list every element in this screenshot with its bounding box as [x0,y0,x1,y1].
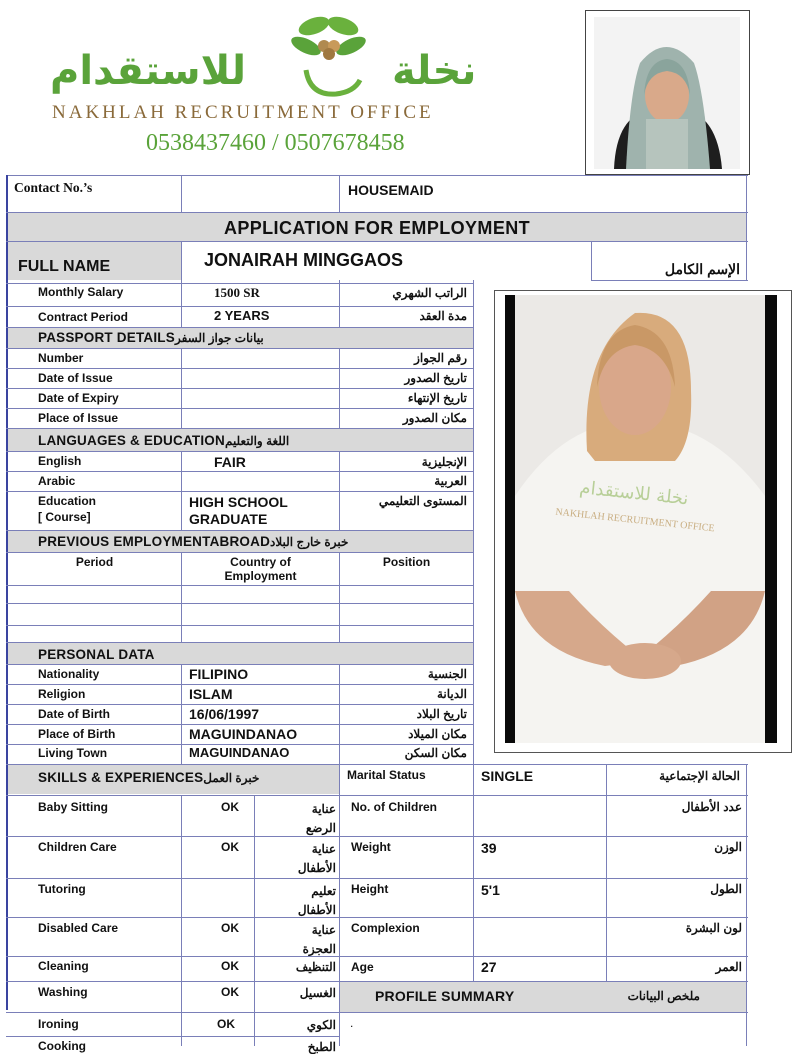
washing-arabic: الغسيل [299,986,336,1000]
col-country-line2: Employment [224,569,297,583]
pob-value: MAGUINDANAO [189,726,298,742]
shirt-logo-ar: نخلة للاستقدام [578,477,690,510]
baby-sitting-ar2: الرضع [305,821,336,835]
baby-sitting-ar1: عناية [311,802,336,816]
tutoring-ar1: تعليم [311,884,336,898]
english-label: English [38,454,82,468]
contract-arabic: مدة العقد [419,309,467,323]
tutoring-label: Tutoring [38,882,86,896]
salary-label: Monthly Salary [38,285,124,299]
languages-title-ar: اللغة والتعليم [224,434,290,448]
living-town-value: MAGUINDANAO [189,745,290,760]
children-care-label: Children Care [38,840,117,854]
weight-value: 39 [481,840,497,856]
applicant-photo [495,291,791,752]
full-name-arabic: الإسم الكامل [664,261,740,277]
marital-arabic: الحالة الإجتماعية [659,769,740,783]
dob-arabic: تاريخ البلاد [416,707,467,721]
religion-label: Religion [38,687,86,701]
weight-arabic: الوزن [714,840,742,854]
nationality-value: FILIPINO [189,666,249,682]
ironing-value: OK [217,1017,235,1031]
profile-summary-text: . [350,1016,354,1030]
age-value: 27 [481,959,497,975]
previous-title-en: PREVIOUS EMPLOYMENTABROAD [38,534,271,549]
previous-title-ar: خبرة خارج البلاد [270,535,349,549]
salary-value: 1500 SR [214,285,260,300]
tutoring-ar2: الأطفال [297,903,336,917]
logo [40,10,520,160]
education-value-line2: GRADUATE [189,511,268,527]
age-arabic: العمر [715,960,742,974]
passport-number-arabic: رقم الجواز [414,351,467,365]
col-period: Period [75,555,114,569]
contact-label: Contact No.’s [14,180,93,195]
shirt-logo-en: NAKHLAH RECRUITMENT OFFICE [554,506,716,535]
full-name-value: JONAIRAH MINGGAOS [204,250,404,270]
education-label [38,494,96,524]
pob-label: Place of Birth [38,727,116,741]
form-title: APPLICATION FOR EMPLOYMENT [223,218,531,238]
skills-title-ar: خبرة العمل [203,771,260,785]
religion-arabic: الديانة [436,687,467,701]
complexion-label: Complexion [351,921,420,935]
arabic-arabic: العربية [434,474,467,488]
passport-photo [585,10,750,175]
religion-value: ISLAM [189,686,233,702]
height-arabic: الطول [710,882,742,896]
cooking-arabic: الطبخ [307,1040,336,1054]
skills-title-en: SKILLS & EXPERIENCES [38,770,204,785]
education-value-line1: HIGH SCHOOL [189,494,288,510]
pob-arabic: مكان الميلاد [408,727,467,741]
previous-title [38,534,348,549]
children-care-ar2: الأطفال [297,861,336,875]
children-care-value: OK [221,840,239,854]
passport-title [38,330,264,345]
children-label: No. of Children [351,800,437,814]
personal-title: PERSONAL DATA [38,647,155,662]
cleaning-value: OK [221,959,239,973]
children-care-arabic [262,840,336,878]
complexion-arabic: لون البشرة [685,921,742,935]
disabled-care-arabic [262,921,336,959]
cleaning-arabic: التنظيف [295,960,336,974]
living-town-arabic: مكان السكن [404,746,467,760]
passport-number-label: Number [38,351,84,365]
passport-expiry-label: Date of Expiry [38,391,119,405]
age-label: Age [351,960,374,974]
dob-label: Date of Birth [38,707,110,721]
dob-value: 16/06/1997 [189,706,260,722]
logo-arabic-right: نخلة [392,48,477,94]
cooking-label: Cooking [38,1039,86,1053]
marital-label: Marital Status [347,768,426,782]
disabled-care-ar1: عناية [311,923,336,937]
passport-title-en: PASSPORT DETAILS [38,330,175,345]
contract-value: 2 YEARS [214,308,270,323]
english-arabic: الإنجليزية [421,455,467,469]
languages-title-en: LANGUAGES & EDUCATION [38,433,225,448]
arabic-label: Arabic [38,474,76,488]
washing-value: OK [221,985,239,999]
contract-label: Contract Period [38,310,129,324]
cleaning-label: Cleaning [38,959,89,973]
weight-label: Weight [351,840,391,854]
passport-place-arabic: مكان الصدور [402,411,467,425]
education-arabic: المستوى التعليمي [378,494,467,508]
skills-title [38,770,259,785]
passport-issue-label: Date of Issue [38,371,113,385]
salary-arabic: الراتب الشهري [392,286,467,300]
disabled-care-value: OK [221,921,239,935]
disabled-care-ar2: العجزة [302,942,336,956]
education-value [189,494,288,528]
applicant-photo-frame [494,290,792,753]
baby-sitting-value: OK [221,800,239,814]
education-label-line2: [ Course] [38,510,91,524]
tutoring-arabic [262,882,336,920]
living-town-label: Living Town [38,746,108,760]
logo-arabic-left: للاستقدام [50,48,246,94]
height-value: 5'1 [481,882,500,898]
passport-expiry-arabic: تاريخ الإنتهاء [407,391,467,405]
languages-title [38,433,289,448]
passport-title-ar: بيانات جواز السفر [174,331,264,345]
baby-sitting-arabic [262,800,336,838]
col-country [182,555,339,583]
passport-place-label: Place of Issue [38,411,119,425]
english-value: FAIR [214,454,246,470]
education-label-line1: Education [38,494,97,508]
office-name: NAKHLAH RECRUITMENT OFFICE [52,102,434,123]
col-position: Position [382,555,431,569]
palm-icon [288,12,370,98]
profile-summary-title: PROFILE SUMMARY [375,988,515,1004]
applicant-portrait-small [586,11,749,174]
profile-summary-arabic: ملخص البيانات [627,989,700,1003]
ironing-label: Ironing [38,1017,79,1031]
office-phones: 0538437460 / 0507678458 [146,130,405,156]
passport-issue-arabic: تاريخ الصدور [404,371,467,385]
position-value: HOUSEMAID [348,182,434,198]
height-label: Height [351,882,389,896]
ironing-arabic: الكوي [306,1018,336,1032]
washing-label: Washing [38,985,88,999]
disabled-care-label: Disabled Care [38,921,119,935]
marital-value: SINGLE [481,768,534,784]
nationality-label: Nationality [38,667,100,681]
children-arabic: عدد الأطفال [681,800,742,814]
nationality-arabic: الجنسية [427,667,467,681]
col-country-line1: Country of [230,555,291,569]
baby-sitting-label: Baby Sitting [38,800,109,814]
children-care-ar1: عناية [311,842,336,856]
full-name-label: FULL NAME [18,258,111,275]
